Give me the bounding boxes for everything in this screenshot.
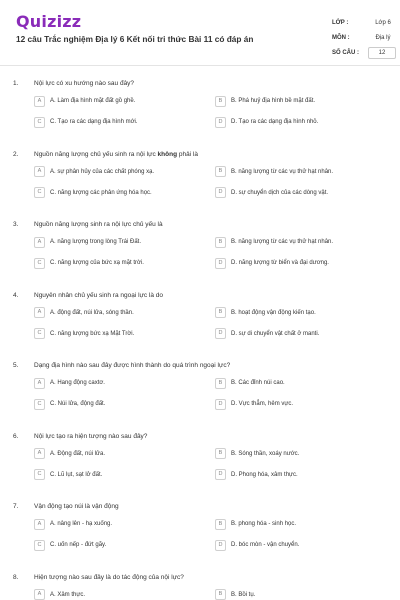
answer-option-c[interactable] (34, 398, 105, 410)
question-item (0, 362, 400, 432)
answer-letter-box: A (34, 307, 45, 318)
answer-text: C. uốn nếp - đứt gãy. (50, 542, 107, 548)
answer-option-a[interactable] (34, 95, 135, 107)
answer-text: A. sự phân hủy của các chất phóng xạ. (50, 168, 155, 175)
answer-letter-box: B (215, 448, 226, 459)
quizizz-logo: Quizizz (16, 12, 82, 31)
question-text-part: Vận động tạo núi là vận động (34, 503, 119, 510)
answer-letter-box: B (215, 307, 226, 318)
question-number: 5. (13, 362, 19, 369)
answer-letter-box: B (215, 96, 226, 107)
answer-text: D. bóc mòn - vận chuyển. (231, 542, 300, 548)
question-text (34, 151, 198, 158)
question-text-part: Nguồn năng lượng chủ yếu sinh ra nội lực (34, 150, 158, 158)
answer-text: D. sự di chuyển vật chất ở manti. (231, 330, 320, 337)
answer-text: C. năng lượng các phản ứng hóa học. (50, 189, 152, 196)
question-item (0, 292, 400, 362)
answer-text: C. Tạo ra các dạng địa hình mới. (50, 119, 138, 125)
question-text (34, 292, 163, 299)
answer-letter-box: D (215, 540, 226, 551)
answer-letter-box: C (34, 540, 45, 551)
answer-letter-box: B (215, 589, 226, 600)
answer-letter-box: B (215, 378, 226, 389)
answer-option-a[interactable] (34, 307, 134, 319)
answer-letter-box: B (215, 166, 226, 177)
meta-label: SỐ CÂU : (332, 49, 359, 56)
answer-letter-box: B (215, 237, 226, 248)
question-text (34, 574, 184, 581)
answer-text: B. năng lượng từ các vụ thử hạt nhân. (231, 239, 334, 245)
answer-option-b[interactable] (215, 377, 285, 389)
question-text (34, 433, 147, 440)
answer-option-d[interactable] (215, 398, 293, 410)
answer-text: A. Động đất, núi lửa. (50, 450, 106, 457)
answer-option-a[interactable] (34, 448, 105, 460)
answer-text: A. nâng lên - hạ xuống. (50, 521, 113, 527)
meta-value-box: 12 (368, 47, 396, 59)
answer-text: B. Các đỉnh núi cao. (231, 380, 285, 386)
question-number: 8. (13, 573, 19, 581)
answer-letter-box: D (215, 469, 226, 480)
meta-value: Địa lý (375, 34, 391, 41)
answer-letter-box: C (34, 187, 45, 198)
meta-label: LỚP : (332, 19, 349, 26)
answer-option-c[interactable] (34, 187, 152, 199)
answer-option-b[interactable] (215, 518, 296, 530)
question-text (34, 362, 230, 369)
answer-option-b[interactable] (215, 95, 315, 107)
answer-option-d[interactable] (215, 539, 299, 551)
worksheet-header (16, 12, 391, 62)
meta-label: MÔN : (332, 34, 350, 41)
answer-option-a[interactable] (34, 518, 112, 530)
question-text (34, 503, 119, 510)
answer-option-b[interactable] (215, 166, 333, 178)
question-item (0, 151, 400, 221)
answer-letter-box: C (34, 117, 45, 128)
question-item (0, 80, 400, 150)
question-text (34, 80, 134, 87)
answer-option-c[interactable] (34, 328, 134, 340)
question-text-part: Hiện tượng nào sau đây là do tác động của nội lực? (34, 573, 184, 581)
answer-text: A. Làm địa hình mặt đất gồ ghề. (50, 98, 136, 104)
answer-option-a[interactable] (34, 166, 154, 178)
answer-text: A. Hang động caxtơ. (50, 380, 105, 386)
question-text-part: Dạng địa hình nào sau đây được hình thành do quá trình ngoại lực? (34, 362, 231, 369)
answer-text: D. Tạo ra các dạng địa hình nhỏ. (231, 119, 319, 125)
answer-text: B. năng lượng từ các vụ thử hạt nhân. (231, 168, 334, 175)
answer-letter-box: A (34, 378, 45, 389)
question-number: 1. (13, 80, 19, 87)
answer-letter-box: D (215, 258, 226, 269)
question-number: 2. (13, 150, 19, 158)
answer-letter-box: D (215, 399, 226, 410)
answer-letter-box: D (215, 187, 226, 198)
answer-text: A. năng lượng trong lòng Trái Đất. (50, 239, 142, 245)
answer-option-d[interactable] (215, 116, 318, 128)
worksheet-meta (332, 15, 396, 60)
answer-letter-box: D (215, 328, 226, 339)
answer-letter-box: C (34, 328, 45, 339)
answer-text: C. Lũ lụt, sạt lở đất. (50, 471, 103, 478)
answer-text: D. năng lượng từ biển và đại dương. (231, 260, 329, 266)
question-text (34, 221, 163, 228)
worksheet-title: 12 câu Trắc nghiệm Địa lý 6 Kết nối tri thức Bài 11 có đáp án (16, 34, 254, 44)
answer-text: D. Vực thẳm, hẻm vực. (231, 401, 294, 407)
question-text-part: phải là (177, 150, 199, 158)
answer-text: B. Sóng thần, xoáy nước. (231, 450, 300, 457)
answer-letter-box: C (34, 469, 45, 480)
answer-letter-box: D (215, 117, 226, 128)
answer-option-b[interactable] (215, 448, 299, 460)
question-number: 6. (13, 432, 19, 440)
answer-option-c[interactable] (34, 116, 138, 128)
meta-row-grade (332, 15, 396, 30)
answer-text: B. phong hóa - sinh học. (231, 521, 297, 527)
question-text-part: Nội lực tạo ra hiện tượng nào sau đây? (34, 432, 148, 440)
question-text-emphasis: không (157, 150, 178, 158)
header-divider (0, 65, 400, 66)
answer-letter-box: A (34, 448, 45, 459)
answer-letter-box: A (34, 166, 45, 177)
question-number: 7. (13, 503, 19, 510)
answer-option-c[interactable] (34, 257, 144, 269)
answer-option-c[interactable] (34, 469, 102, 481)
answer-letter-box: C (34, 399, 45, 410)
question-text-part: Nguồn năng lượng sinh ra nội lực chủ yếu là (34, 221, 163, 228)
answer-option-d[interactable] (215, 469, 298, 481)
answer-text: A. Xâm thực. (50, 591, 86, 598)
answer-text: B. Phá huỷ địa hình bề mặt đất. (231, 98, 316, 104)
question-item (0, 433, 400, 503)
answer-letter-box: A (34, 589, 45, 600)
answer-option-b[interactable] (215, 307, 316, 319)
answer-text: C. năng lượng của bức xạ mặt trời. (50, 260, 144, 266)
answer-letter-box: A (34, 519, 45, 530)
meta-value: Lớp 6 (375, 19, 391, 26)
answer-letter-box: A (34, 237, 45, 248)
answer-text: B. hoạt động vận động kiến tạo. (231, 309, 316, 316)
question-text-part: Nguyên nhân chủ yếu sinh ra ngoại lực là do (34, 291, 164, 299)
answer-option-d[interactable] (215, 257, 329, 269)
answer-letter-box: A (34, 96, 45, 107)
answer-letter-box: B (215, 519, 226, 530)
answer-letter-box: C (34, 258, 45, 269)
answer-option-c[interactable] (34, 539, 106, 551)
question-item (0, 574, 400, 600)
answer-option-a[interactable] (34, 589, 85, 600)
answer-text: B. Bồi tụ. (231, 591, 256, 598)
question-item (0, 503, 400, 573)
answer-text: C. năng lượng bức xạ Mặt Trời. (50, 330, 135, 337)
question-item (0, 221, 400, 291)
answer-text: D. Phong hóa, xâm thực. (231, 471, 298, 478)
answer-option-b[interactable] (215, 589, 255, 600)
answer-option-a[interactable] (34, 377, 105, 389)
answer-option-d[interactable] (215, 328, 319, 340)
question-number: 4. (13, 291, 19, 299)
meta-row-subject (332, 30, 396, 45)
answer-text: C. Núi lửa, động đất. (50, 401, 106, 407)
question-text-part: Nội lực có xu hướng nào sau đây? (34, 80, 135, 87)
answer-option-a[interactable] (34, 236, 141, 248)
answer-text: D. sự chuyển dịch của các dòng vật. (231, 189, 329, 196)
meta-row-question-count (332, 45, 396, 60)
answer-option-b[interactable] (215, 236, 333, 248)
question-number: 3. (13, 221, 19, 228)
answer-text: A. động đất, núi lửa, sóng thần. (50, 309, 134, 316)
answer-option-d[interactable] (215, 187, 328, 199)
